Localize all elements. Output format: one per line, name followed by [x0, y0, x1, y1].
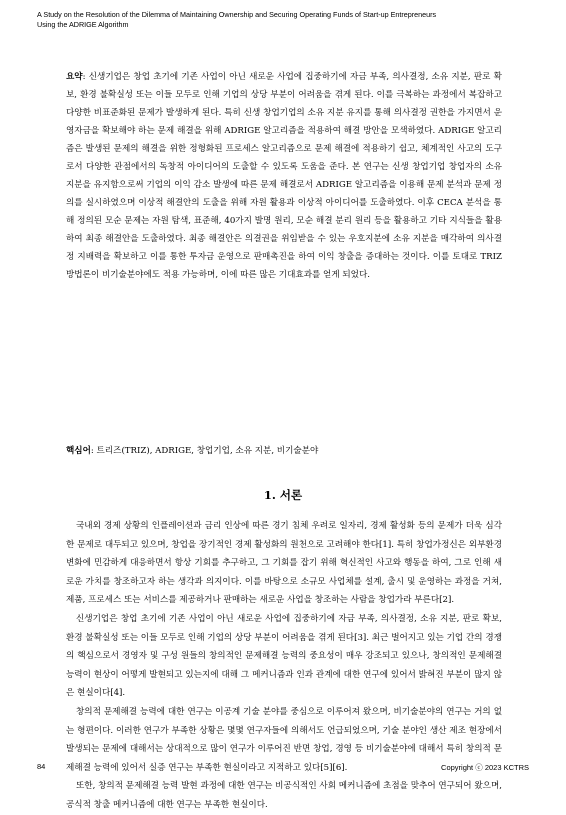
body-paragraph: 또한, 창의적 문제해결 능력 발현 과정에 대한 연구는 비공식적인 사회 메커니즘에 초점을 맞추어 연구되어 왔으며, 공식적 창출 메커니즘에 대한 연구는 부족한 현실이다.: [66, 781, 502, 810]
running-head-line-1: A Study on the Resolution of the Dilemma of Maintaining Ownership and Securing Operating Funds of Start-up Entrepreneurs: [37, 10, 437, 19]
body-text: [66, 517, 502, 815]
body-paragraph: 신생기업은 창업 초기에 기존 사업이 아닌 새로운 사업에 집중하기에 자금 부족, 의사결정, 소유 지분, 판로 확보, 환경 불확실성 또는 이들 모두로 인해 기업의 상당 부분이 어려움을 겪게 된다[3]. 최근 벌어지고 있는 기업 간의 경쟁의 핵심으로서 경영자 및 구성 원들의 창의적인 문제해결 능력의 중요성이 매우 강조되고 있으나, 창의적인 문제해결 능력이 현상이 어떻게 발현되고 있는지에 대해 그 메커니즘과 인과 관계에 대한 연구에 있어서 밝혀진 부분이 많지 않은 현실이다[4].: [66, 613, 502, 699]
abstract-text: : 신생기업은 창업 초기에 기존 사업이 아닌 새로운 사업에 집중하기에 자금 부족, 의사결정, 소유 지분, 판로 확보, 환경 불확실성 또는 이들 모두로 인해 기업의 상당 부분이 어려움을 겪게 된다. 이를 극복하는 과정에서 복잡하고 다양한 비표준화된 문제가 발생하게 된다. 특히 신생 창업기업의 소유 지분 유지를 통해 의사결정 권한을 가지면서 운영자금을 확보해야 하는 문제 해결을 위해 ADRIGE 알고리즘을 적용하여 해결 방안을 모색하였다. ADRIGE 알고리즘은 발생된 문제의 해결을 위한 정형화된 프로세스 알고리즘으로 문제 해결에 적용하기 쉽고, 체계적인 사고의 도구로서 다양한 관점에서의 독창적 아이디어의 도출할 수 있도록 도움을 준다. 본 연구는 신생 창업기업 창업자의 소유 지분을 유지함으로써 기업의 이익 감소 발생에 따른 문제 해결로서 ADRIGE 알고리즘을 이용해 문제 분석과 문제 정의를 실시하였으며 이상적 해결안의 도출을 위해 자원 활용과 이상적 아이디어를 도출하였다. 이후 CECA 분석을 통해 정의된 모순 문제는 자원 탐색, 표준해, 40가지 발명 원리, 모순 해결 분리 원리 등을 활용하고 기타 지식들을 활용하여 최종 해결안을 도출하였다. 최종 해결안은 의결권을 위임받을 수 있는 우호지분에 소유 지분을 매각하여 의사결정 지배력을 확보하고 이를 통한 투자금 운영으로 판매촉진을 하여 이익 창출을 증대하는 것이다. 이를 토대로 TRIZ 방법론이 비기술분야에도 적용 가능하며, 이에 따른 많은 기대효과를 얻게 되었다.: [66, 72, 502, 280]
keywords-label: 핵심어: [66, 446, 91, 456]
running-head-line-2: Using the ADRIGE Algorithm: [37, 19, 129, 29]
abstract: [66, 68, 502, 284]
copyright-notice: Copyright ⓒ 2023 KCTRS: [441, 763, 529, 772]
body-paragraph: 창의적 문제해결 능력에 대한 연구는 이공계 기술 분야를 중심으로 이루어져 왔으며, 비기술분야의 연구는 거의 없는 형편이다. 이러한 연구가 부족한 상황은 몇몇 연구자들에 의해서도 언급되었으며, 기술 분야인 생산 제조 현장에서 발생되는 문제에 대해서는 상대적으로 많이 연구가 이루어진 반면 창업, 경영 등 비기술분야에 대해서 특히 창의적 문제해결 능력에 있어서 실증 연구는 부족한 현실이라고 지적하고 있다[5][6].: [66, 706, 502, 773]
page-number: 84: [37, 762, 46, 771]
abstract-label: 요약: [66, 72, 83, 82]
running-head: [37, 10, 537, 29]
keywords: [66, 444, 502, 458]
body-paragraph: 국내외 경제 상황의 인플레이션과 금리 인상에 따른 경기 침체 우려로 일자리, 경제 활성화 등의 문제가 더욱 심각한 문제로 대두되고 있으며, 창업을 장기적인 경제 활성화의 원천으로 고려해야 한다[1]. 특히 창업가정신은 외부환경 변화에 민감하게 대응하면서 항상 기회를 추구하고, 그 기회를 잡기 위해 혁신적인 사고와 행동을 하여, 그로 인해 새로운 가치를 창조하고자 하는 생각과 의지이다. 이를 바탕으로 소규모 사업체를 설계, 출시 및 운영하는 과정을 거쳐, 제품, 프로세스 또는 서비스를 제공하거나 판매하는 새로운 사업을 창조하는 사람을 창업가라 부른다[2].: [66, 521, 502, 606]
keywords-text: : 트리즈(TRIZ), ADRIGE, 창업기업, 소유 지분, 비기술분야: [90, 446, 319, 456]
section-title: 1. 서론: [263, 488, 303, 502]
